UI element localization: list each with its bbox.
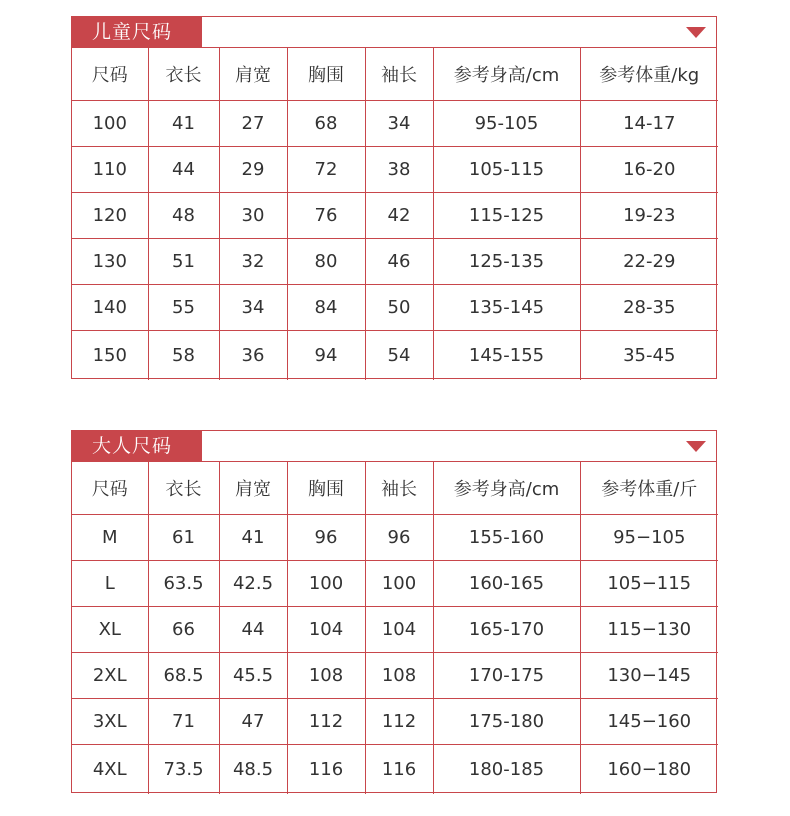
table-cell: 130−145 [580,652,718,698]
table-cell: 27 [219,100,287,146]
table-cell: 108 [287,652,365,698]
table-cell: 47 [219,698,287,744]
column-header: 参考身高/cm [433,48,580,100]
table-cell: 45.5 [219,652,287,698]
table-cell: 46 [365,238,433,284]
table-cell: 104 [365,606,433,652]
table-cell: 120 [72,192,148,238]
table-cell: 145-155 [433,330,580,380]
table-cell: 36 [219,330,287,380]
table-cell: 96 [365,514,433,560]
table-row [72,238,718,284]
table-cell: XL [72,606,148,652]
table-cell: 68 [287,100,365,146]
table-cell: 72 [287,146,365,192]
column-header: 胸围 [287,48,365,100]
table-cell: 100 [287,560,365,606]
table-row [72,330,718,380]
table-cell: 105−115 [580,560,718,606]
kids-size-title: 儿童尺码 [72,17,202,47]
table-cell: 2XL [72,652,148,698]
table-cell: 135-145 [433,284,580,330]
table-cell: 84 [287,284,365,330]
table-header-row [72,462,718,514]
table-cell: 41 [219,514,287,560]
column-header: 参考体重/kg [580,48,718,100]
table-cell: 95-105 [433,100,580,146]
table-cell: 160-165 [433,560,580,606]
adult-size-title: 大人尺码 [72,431,202,461]
column-header: 参考身高/cm [433,462,580,514]
table-row [72,560,718,606]
table-cell: 175-180 [433,698,580,744]
table-cell: 100 [365,560,433,606]
table-cell: 100 [72,100,148,146]
table-cell: 116 [287,744,365,794]
table-cell: 38 [365,146,433,192]
table-cell: 19-23 [580,192,718,238]
table-cell: 76 [287,192,365,238]
table-cell: 16-20 [580,146,718,192]
kids-size-header [72,17,716,48]
table-cell: 51 [148,238,219,284]
table-cell: 14-17 [580,100,718,146]
table-row [72,284,718,330]
table-cell: 180-185 [433,744,580,794]
adult-size-panel [71,430,717,793]
table-cell: 95−105 [580,514,718,560]
column-header: 尺码 [72,462,148,514]
table-row [72,606,718,652]
table-row [72,192,718,238]
adult-size-header [72,431,716,462]
table-cell: 116 [365,744,433,794]
table-cell: M [72,514,148,560]
table-cell: 145−160 [580,698,718,744]
table-cell: 50 [365,284,433,330]
table-row [72,146,718,192]
table-cell: 48 [148,192,219,238]
table-cell: 73.5 [148,744,219,794]
table-cell: 42.5 [219,560,287,606]
column-header: 胸围 [287,462,365,514]
table-cell: 68.5 [148,652,219,698]
table-cell: 165-170 [433,606,580,652]
table-cell: 61 [148,514,219,560]
kids-size-panel [71,16,717,379]
table-cell: 71 [148,698,219,744]
table-cell: 34 [219,284,287,330]
table-cell: 34 [365,100,433,146]
column-header: 肩宽 [219,462,287,514]
table-row [72,100,718,146]
table-cell: 140 [72,284,148,330]
triangle-down-icon[interactable] [686,27,706,38]
table-cell: 94 [287,330,365,380]
table-row [72,514,718,560]
table-cell: 42 [365,192,433,238]
table-cell: 130 [72,238,148,284]
table-cell: 112 [287,698,365,744]
table-cell: 44 [148,146,219,192]
column-header: 袖长 [365,48,433,100]
table-cell: 150 [72,330,148,380]
column-header: 衣长 [148,48,219,100]
table-cell: 110 [72,146,148,192]
table-cell: 35-45 [580,330,718,380]
table-cell: 115-125 [433,192,580,238]
column-header: 尺码 [72,48,148,100]
column-header: 袖长 [365,462,433,514]
column-header: 参考体重/斤 [580,462,718,514]
table-cell: 28-35 [580,284,718,330]
table-row [72,698,718,744]
table-cell: 108 [365,652,433,698]
table-cell: 3XL [72,698,148,744]
table-cell: 32 [219,238,287,284]
table-cell: 54 [365,330,433,380]
triangle-down-icon[interactable] [686,441,706,452]
table-cell: 80 [287,238,365,284]
table-cell: 125-135 [433,238,580,284]
table-cell: 30 [219,192,287,238]
table-header-row [72,48,718,100]
table-cell: 160−180 [580,744,718,794]
column-header: 衣长 [148,462,219,514]
table-cell: 115−130 [580,606,718,652]
adult-size-table [72,462,718,794]
table-cell: 96 [287,514,365,560]
table-row [72,652,718,698]
kids-size-table [72,48,718,380]
table-cell: 63.5 [148,560,219,606]
table-cell: 44 [219,606,287,652]
table-cell: 58 [148,330,219,380]
table-cell: L [72,560,148,606]
table-cell: 104 [287,606,365,652]
table-cell: 29 [219,146,287,192]
table-cell: 66 [148,606,219,652]
table-cell: 41 [148,100,219,146]
table-cell: 170-175 [433,652,580,698]
column-header: 肩宽 [219,48,287,100]
table-cell: 105-115 [433,146,580,192]
table-cell: 48.5 [219,744,287,794]
table-cell: 22-29 [580,238,718,284]
table-cell: 112 [365,698,433,744]
table-cell: 155-160 [433,514,580,560]
table-cell: 55 [148,284,219,330]
table-row [72,744,718,794]
table-cell: 4XL [72,744,148,794]
